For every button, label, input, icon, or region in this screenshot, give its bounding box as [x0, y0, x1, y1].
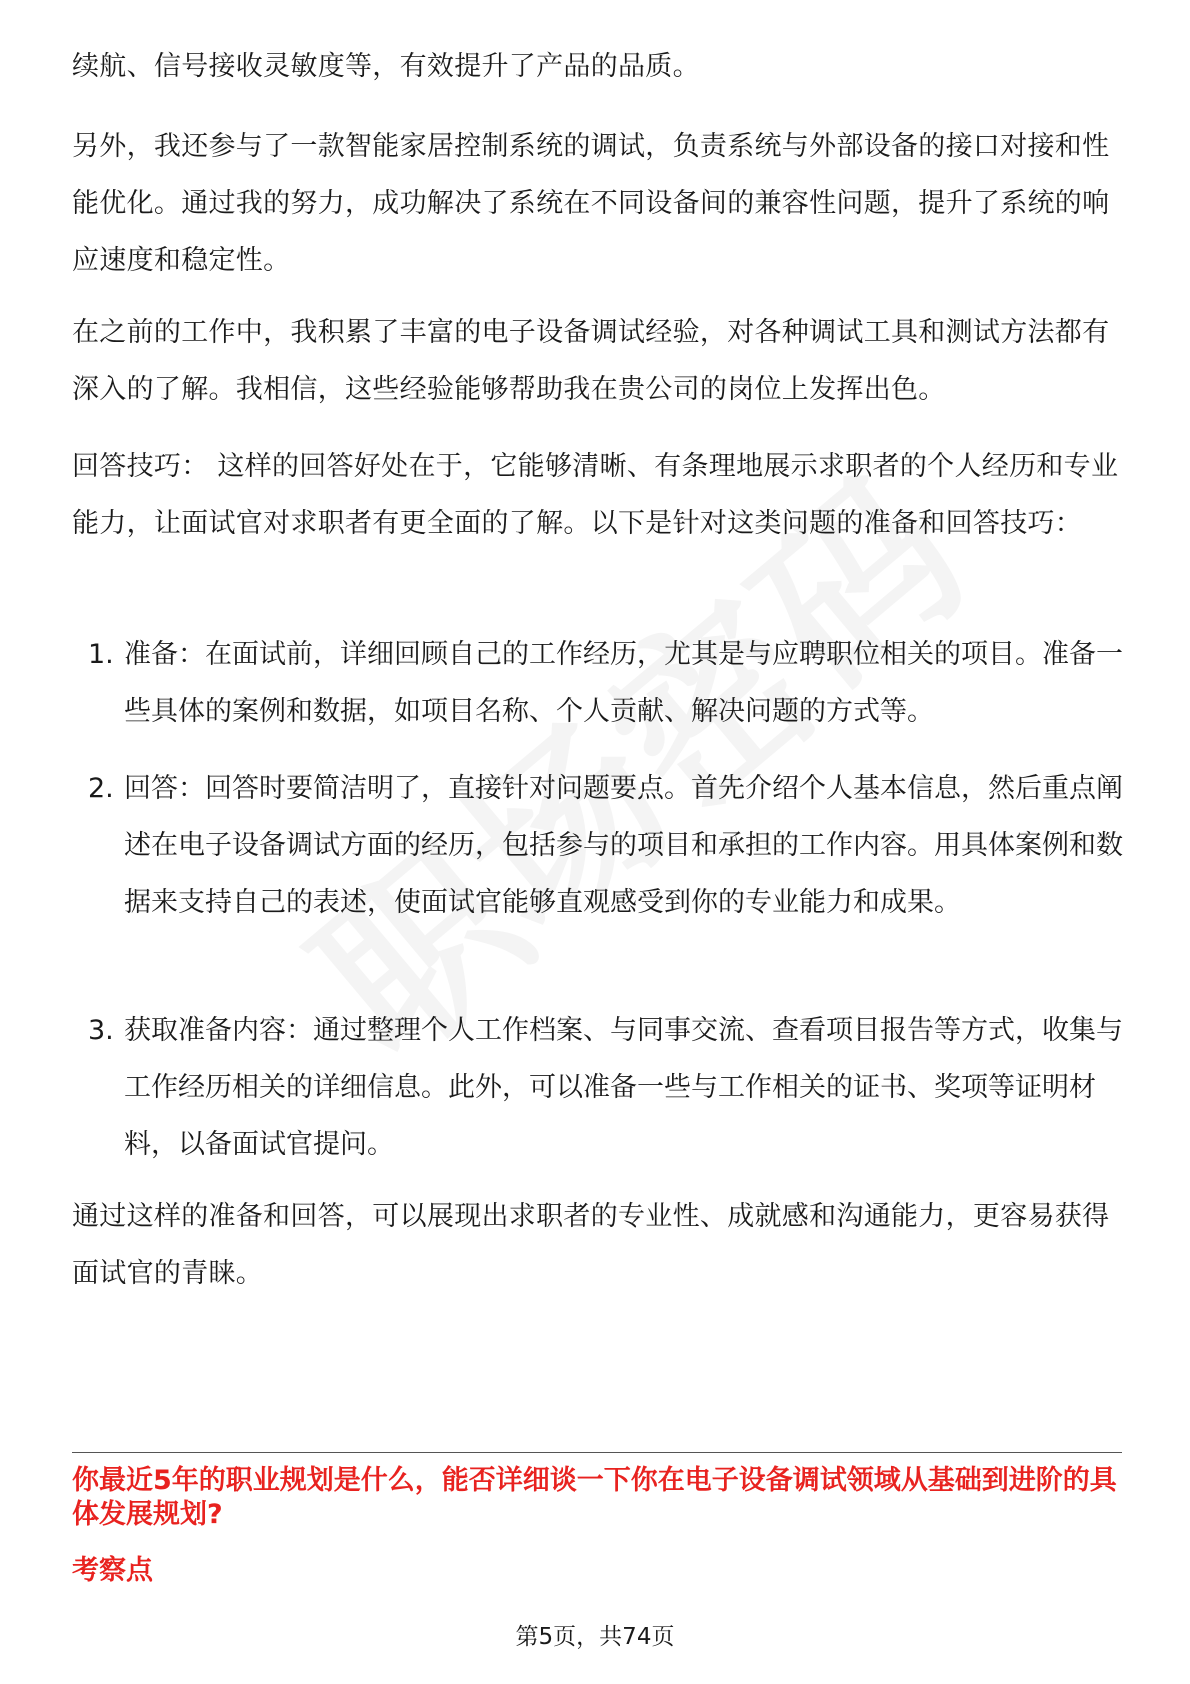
section-divider — [72, 1452, 1122, 1453]
paragraph-closing: 通过这样的准备和回答，可以展现出求职者的专业性、成就感和沟通能力，更容易获得面试官的青睐。 — [72, 1201, 1110, 1289]
paragraph-continued: 续航、信号接收灵敏度等，有效提升了产品的品质。 — [72, 51, 700, 82]
list-item-text: 准备：在面试前，详细回顾自己的工作经历，尤其是与应聘职位相关的项目。准备一些具体的案例和数据，如项目名称、个人贡献、解决问题的方式等。 — [124, 639, 1123, 727]
list-item — [88, 760, 1128, 931]
interview-question: 你最近5年的职业规划是什么，能否详细谈一下你在电子设备调试领域从基础到进阶的具体发展规划? — [72, 1465, 1117, 1530]
page-number-footer: 第5页，共74页 — [515, 1624, 675, 1650]
list-item-number: 1. — [88, 639, 114, 670]
paragraph-answer-tips: 回答技巧： 这样的回答好处在于，它能够清晰、有条理地展示求职者的个人经历和专业能力，让面试官对求职者有更全面的了解。以下是针对这类问题的准备和回答技巧： — [72, 451, 1119, 539]
list-item-number: 3. — [88, 1015, 114, 1046]
section-label: 考察点 — [72, 1555, 153, 1586]
list-item-text: 获取准备内容：通过整理个人工作档案、与同事交流、查看项目报告等方式，收集与工作经历相关的详细信息。此外，可以准备一些与工作相关的证书、奖项等证明材料，以备面试官提问。 — [124, 1015, 1123, 1160]
paragraph-experience: 在之前的工作中，我积累了丰富的电子设备调试经验，对各种调试工具和测试方法都有深入的了解。我相信，这些经验能够帮助我在贵公司的岗位上发挥出色。 — [72, 317, 1110, 405]
list-item-number: 2. — [88, 773, 114, 804]
paragraph-smart-home: 另外，我还参与了一款智能家居控制系统的调试，负责系统与外部设备的接口对接和性能优化。通过我的努力，成功解决了系统在不同设备间的兼容性问题，提升了系统的响应速度和稳定性。 — [72, 131, 1110, 276]
list-item-text: 回答：回答时要简洁明了，直接针对问题要点。首先介绍个人基本信息，然后重点阐述在电子设备调试方面的经历，包括参与的项目和承担的工作内容。用具体案例和数据来支持自己的表述，使面试官能够直观感受到你的专业能力和成果。 — [124, 773, 1123, 918]
list-item — [88, 1002, 1128, 1173]
list-item — [88, 626, 1128, 740]
